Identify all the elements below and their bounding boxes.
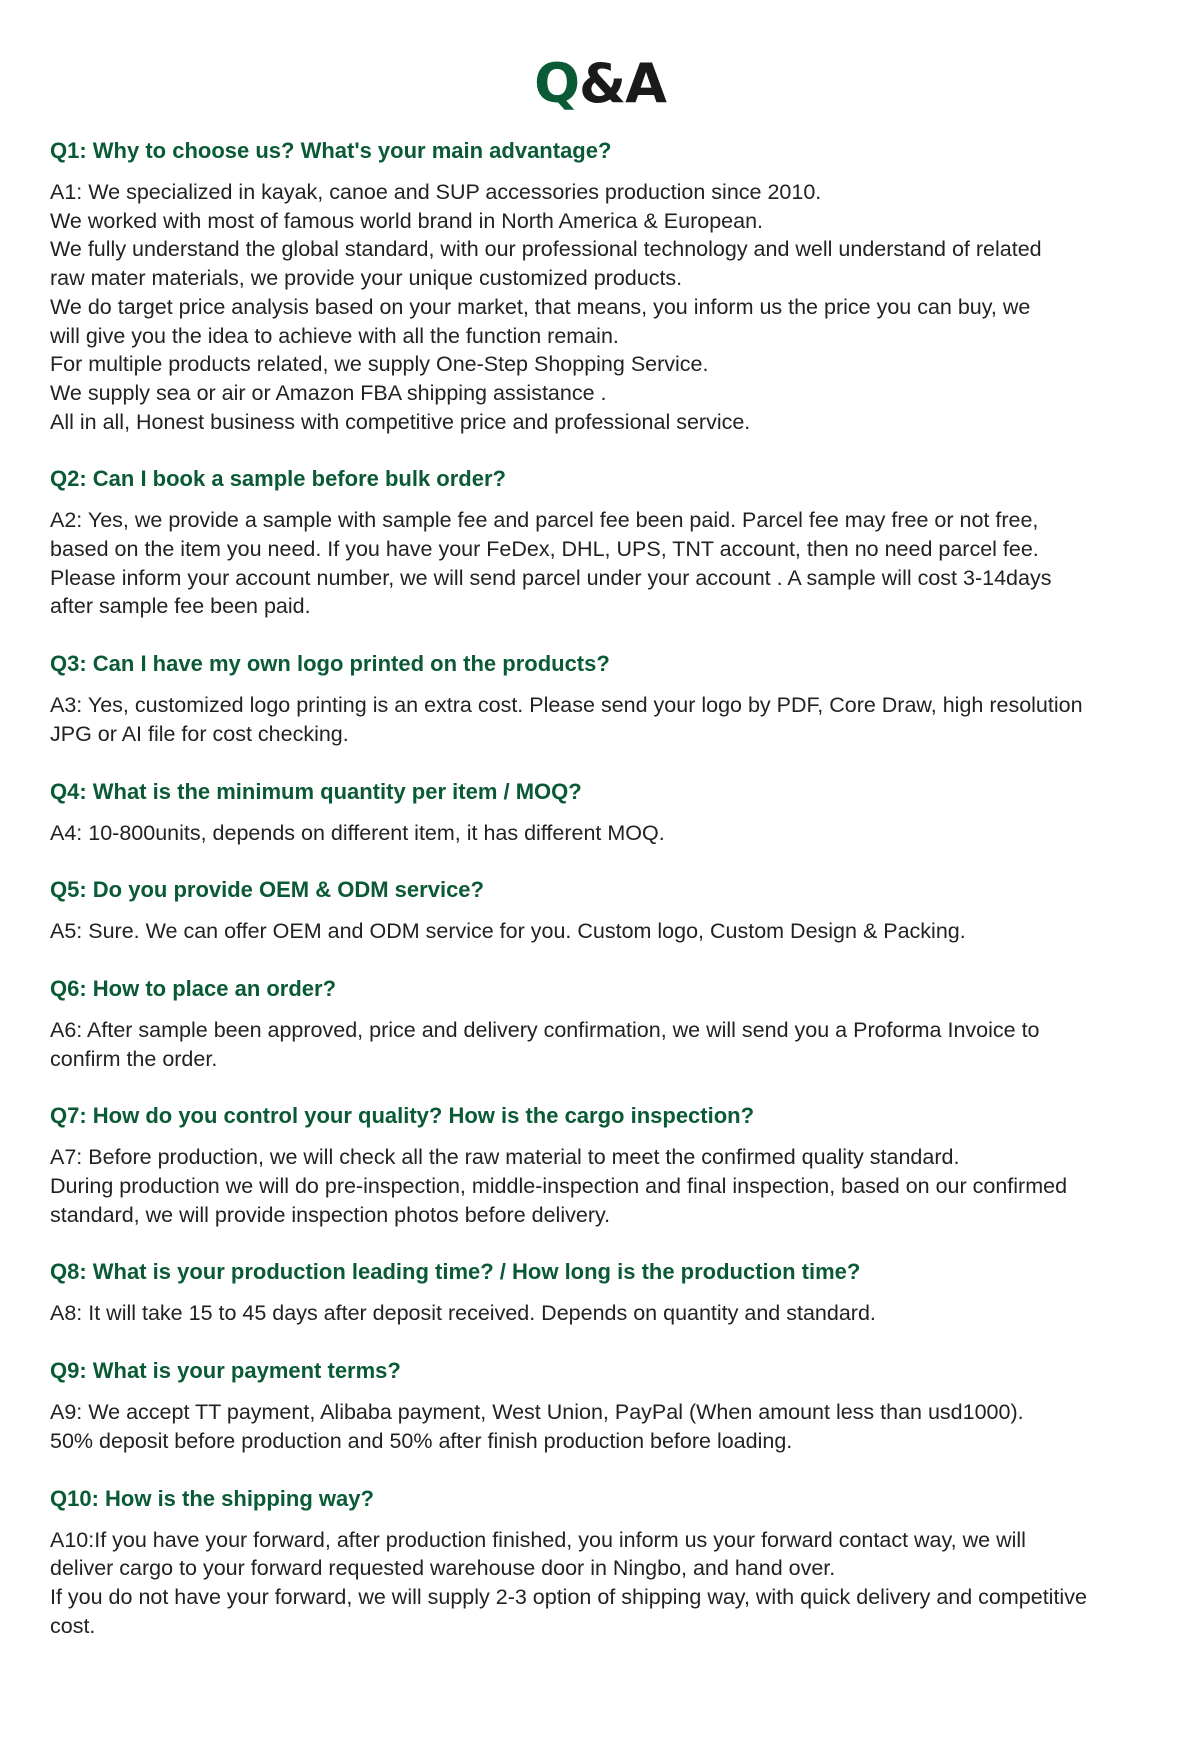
answer-line: For multiple products related, we supply One-Step Shopping Service. xyxy=(50,352,709,377)
page-title xyxy=(0,52,1200,116)
answer-line: A2: Yes, we provide a sample with sample fee and parcel fee been paid. Parcel fee may free or not free, xyxy=(50,508,1039,533)
faq-question: Q3: Can I have my own logo printed on the products? xyxy=(50,651,610,677)
answer-line: confirm the order. xyxy=(50,1046,218,1071)
faq-answer xyxy=(50,1526,1170,1641)
answer-line: We worked with most of famous world brand in North America & European. xyxy=(50,208,764,233)
answer-line: A7: Before production, we will check all the raw material to meet the confirmed quality standard. xyxy=(50,1145,960,1170)
answer-line: based on the item you need. If you have your FeDex, DHL, UPS, TNT account, then no need parcel fee. xyxy=(50,537,1039,562)
faq-item xyxy=(50,875,1170,946)
faq-answer xyxy=(50,1143,1170,1229)
faq-item xyxy=(50,136,1170,436)
faq-item xyxy=(50,1101,1170,1229)
answer-line: A1: We specialized in kayak, canoe and SUP accessories production since 2010. xyxy=(50,180,822,204)
faq-answer xyxy=(50,506,1170,621)
faq-answer xyxy=(50,819,1170,848)
faq-item xyxy=(50,649,1170,748)
answer-line: will give you the idea to achieve with all the function remain. xyxy=(50,323,619,348)
faq-question: Q2: Can I book a sample before bulk order? xyxy=(50,466,506,492)
faq-question: Q10: How is the shipping way? xyxy=(50,1485,374,1511)
answer-line: We supply sea or air or Amazon FBA shipping assistance . xyxy=(50,380,607,405)
answer-line: A3: Yes, customized logo printing is an extra cost. Please send your logo by PDF, Core Draw, high resolution xyxy=(50,693,1083,718)
faq-answer xyxy=(50,1299,1170,1328)
faq-item xyxy=(50,974,1170,1073)
faq-question: Q7: How do you control your quality? How is the cargo inspection? xyxy=(50,1103,755,1129)
faq-answer xyxy=(50,691,1170,748)
answer-line: deliver cargo to your forward requested warehouse door in Ningbo, and hand over. xyxy=(50,1556,836,1581)
faq-question: Q9: What is your payment terms? xyxy=(50,1358,401,1384)
title-q: Q xyxy=(534,52,579,115)
answer-line: If you do not have your forward, we will supply 2-3 option of shipping way, with quick delivery and competitive xyxy=(50,1584,1087,1609)
answer-line: A9: We accept TT payment, Alibaba payment, West Union, PayPal (When amount less than usd1000). xyxy=(50,1400,1024,1425)
faq-list xyxy=(50,136,1170,1640)
faq-item xyxy=(50,1257,1170,1328)
answer-line: During production we will do pre-inspection, middle-inspection and final inspection, based on our confirmed xyxy=(50,1174,1068,1199)
answer-line: A5: Sure. We can offer OEM and ODM service for you. Custom logo, Custom Design & Packing. xyxy=(50,919,966,944)
answer-line: Please inform your account number, we will send parcel under your account . A sample will cost 3-14days xyxy=(50,565,1052,590)
faq-question: Q4: What is the minimum quantity per item / MOQ? xyxy=(50,778,582,804)
answer-line: We fully understand the global standard, with our professional technology and well understand of related xyxy=(50,237,1042,262)
answer-line: after sample fee been paid. xyxy=(50,594,311,619)
faq-item xyxy=(50,1484,1170,1641)
faq-question: Q8: What is your production leading time? / How long is the production time? xyxy=(50,1259,861,1285)
faq-question: Q1: Why to choose us? What's your main advantage? xyxy=(50,138,612,163)
title-rest: &A xyxy=(579,52,666,115)
answer-line: raw mater materials, we provide your unique customized products. xyxy=(50,266,683,291)
answer-line: standard, we will provide inspection photos before delivery. xyxy=(50,1202,611,1227)
answer-line: A10:If you have your forward, after production finished, you inform us your forward contact way, we will xyxy=(50,1527,1026,1552)
faq-question: Q6: How to place an order? xyxy=(50,975,337,1001)
faq-item xyxy=(50,1356,1170,1455)
faq-answer xyxy=(50,178,1170,436)
faq-item xyxy=(50,777,1170,848)
faq-item xyxy=(50,464,1170,621)
answer-line: A4: 10-800units, depends on different item, it has different MOQ. xyxy=(50,820,665,845)
answer-line: A8: It will take 15 to 45 days after deposit received. Depends on quantity and standard. xyxy=(50,1301,876,1326)
faq-question: Q5: Do you provide OEM & ODM service? xyxy=(50,877,484,903)
answer-line: JPG or AI file for cost checking. xyxy=(50,721,349,746)
answer-line: All in all, Honest business with competitive price and professional service. xyxy=(50,409,751,434)
answer-line: 50% deposit before production and 50% after finish production before loading. xyxy=(50,1428,793,1453)
answer-line: A6: After sample been approved, price and delivery confirmation, we will send you a Proforma Invoice to xyxy=(50,1017,1040,1042)
answer-line: cost. xyxy=(50,1613,96,1638)
faq-answer xyxy=(50,1016,1170,1073)
faq-answer xyxy=(50,1398,1170,1455)
faq-answer xyxy=(50,917,1170,946)
answer-line: We do target price analysis based on your market, that means, you inform us the price you can buy, we xyxy=(50,294,1031,319)
